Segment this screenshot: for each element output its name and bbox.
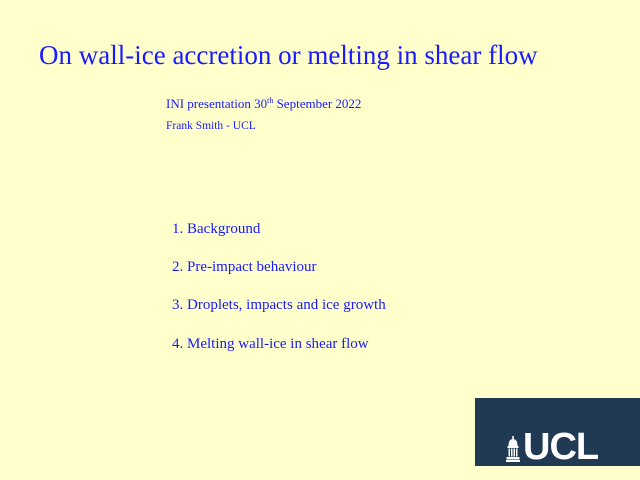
outline-list: [172, 220, 386, 355]
outline-item: 1. Background: [172, 221, 261, 237]
author-line: Frank Smith - UCL: [166, 120, 256, 132]
outline-item: 3. Droplets, impacts and ice growth: [172, 297, 386, 313]
presentation-subtitle: [166, 96, 361, 112]
slide-title: On wall-ice accretion or melting in shear flow: [39, 40, 538, 70]
subtitle-suffix: September 2022: [273, 96, 362, 111]
subtitle-prefix: INI presentation 30: [166, 96, 268, 111]
outline-item: 4. Melting wall-ice in shear flow: [172, 336, 369, 352]
dome-icon: [506, 436, 520, 462]
outline-item: 2. Pre-impact behaviour: [172, 259, 317, 275]
ucl-logo-text: UCL: [523, 426, 599, 468]
date-ordinal-suffix: th: [267, 96, 274, 105]
